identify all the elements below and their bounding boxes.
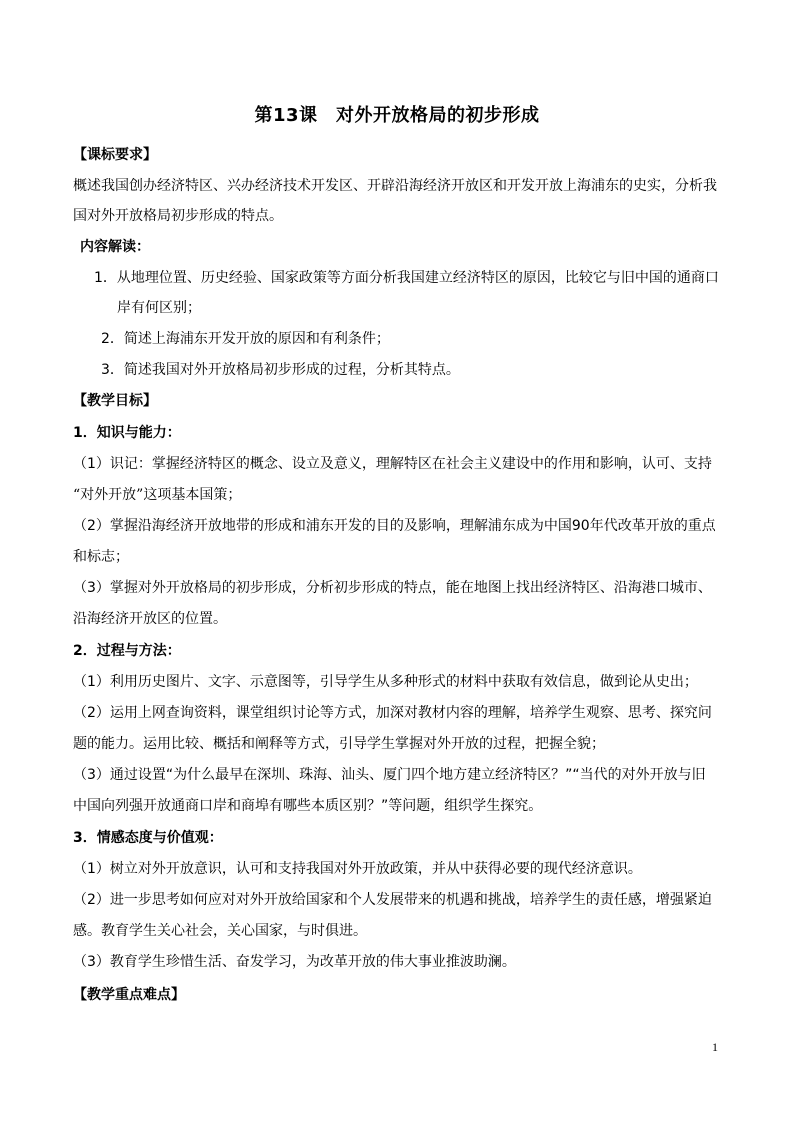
page-title: 第13课 对外开放格局的初步形成 [254, 105, 540, 126]
neirong-item-2: 2．简述上海浦东开发开放的原因和有利条件； [101, 331, 390, 347]
kebiao-line-2: 国对外开放格局初步形成的特点。 [73, 208, 283, 224]
neirong-item-1-cont: 岸有何区别； [117, 300, 201, 316]
neirong-item-3: 3．简述我国对外开放格局初步形成的过程，分析其特点。 [101, 362, 460, 378]
process-line-3: 题的能力。运用比较、概括和阐释等方式，引导学生掌握对外开放的过程，把握全貌； [73, 736, 605, 752]
knowledge-line-3: （2）掌握沿海经济开放地带的形成和浦东开发的目的及影响，理解浦东成为中国90年代改革开放的重点 [73, 518, 716, 534]
page-number: 1 [712, 1040, 718, 1054]
kebiao-line-1: 概述我国创办经济特区、兴办经济技术开发区、开辟沿海经济开放区和开发开放上海浦东的史实，分析我 [73, 178, 717, 194]
knowledge-line-5: （3）掌握对外开放格局的初步形成，分析初步形成的特点，能在地图上找出经济特区、沿海港口城市、 [73, 580, 712, 596]
emotion-line-2: （2）进一步思考如何应对对外开放给国家和个人发展带来的机遇和挑战，培养学生的责任感，增强紧迫 [73, 892, 712, 908]
section-heading-neirong: 内容解读： [80, 239, 150, 255]
process-line-1: （1）利用历史图片、文字、示意图等，引导学生从多种形式的材料中获取有效信息，做到论从史出； [73, 674, 698, 690]
knowledge-line-1: （1）识记：掌握经济特区的概念、设立及意义，理解特区在社会主义建设中的作用和影响，认可、支持 [73, 456, 712, 472]
knowledge-line-2: “对外开放”这项基本国策； [73, 487, 242, 503]
emotion-line-4: （3）教育学生珍惜生活、奋发学习，为改革开放的伟大事业推波助澜。 [73, 954, 516, 970]
process-line-5: 中国向列强开放通商口岸和商埠有哪些本质区别？”等问题，组织学生探究。 [73, 798, 543, 814]
knowledge-line-6: 沿海经济开放区的位置。 [73, 611, 227, 627]
emotion-line-3: 感。教育学生关心社会，关心国家，与时俱进。 [73, 923, 367, 939]
emotion-line-1: （1）树立对外开放意识，认可和支持我国对外开放政策，并从中获得必要的现代经济意识。 [73, 861, 642, 877]
neirong-item-1: 1．从地理位置、历史经验、国家政策等方面分析我国建立经济特区的原因，比较它与旧中国的通商口 [94, 270, 719, 286]
section-heading-kebiao: 【课标要求】 [73, 147, 157, 163]
process-line-2: （2）运用上网查询资料，课堂组织讨论等方式，加深对教材内容的理解，培养学生观察、思考、探究问 [73, 705, 712, 721]
sub-heading-process: 2．过程与方法： [73, 643, 181, 659]
section-heading-mubiao: 【教学目标】 [73, 393, 157, 409]
sub-heading-knowledge: 1．知识与能力： [73, 425, 181, 441]
section-heading-zhongdian: 【教学重点难点】 [73, 987, 185, 1003]
sub-heading-emotion: 3．情感态度与价值观： [73, 830, 223, 846]
process-line-4: （3）通过设置“为什么最早在深圳、珠海、汕头、厦门四个地方建立经济特区？”“当代的对外开放与旧 [73, 767, 706, 783]
knowledge-line-4: 和标志； [73, 549, 129, 565]
